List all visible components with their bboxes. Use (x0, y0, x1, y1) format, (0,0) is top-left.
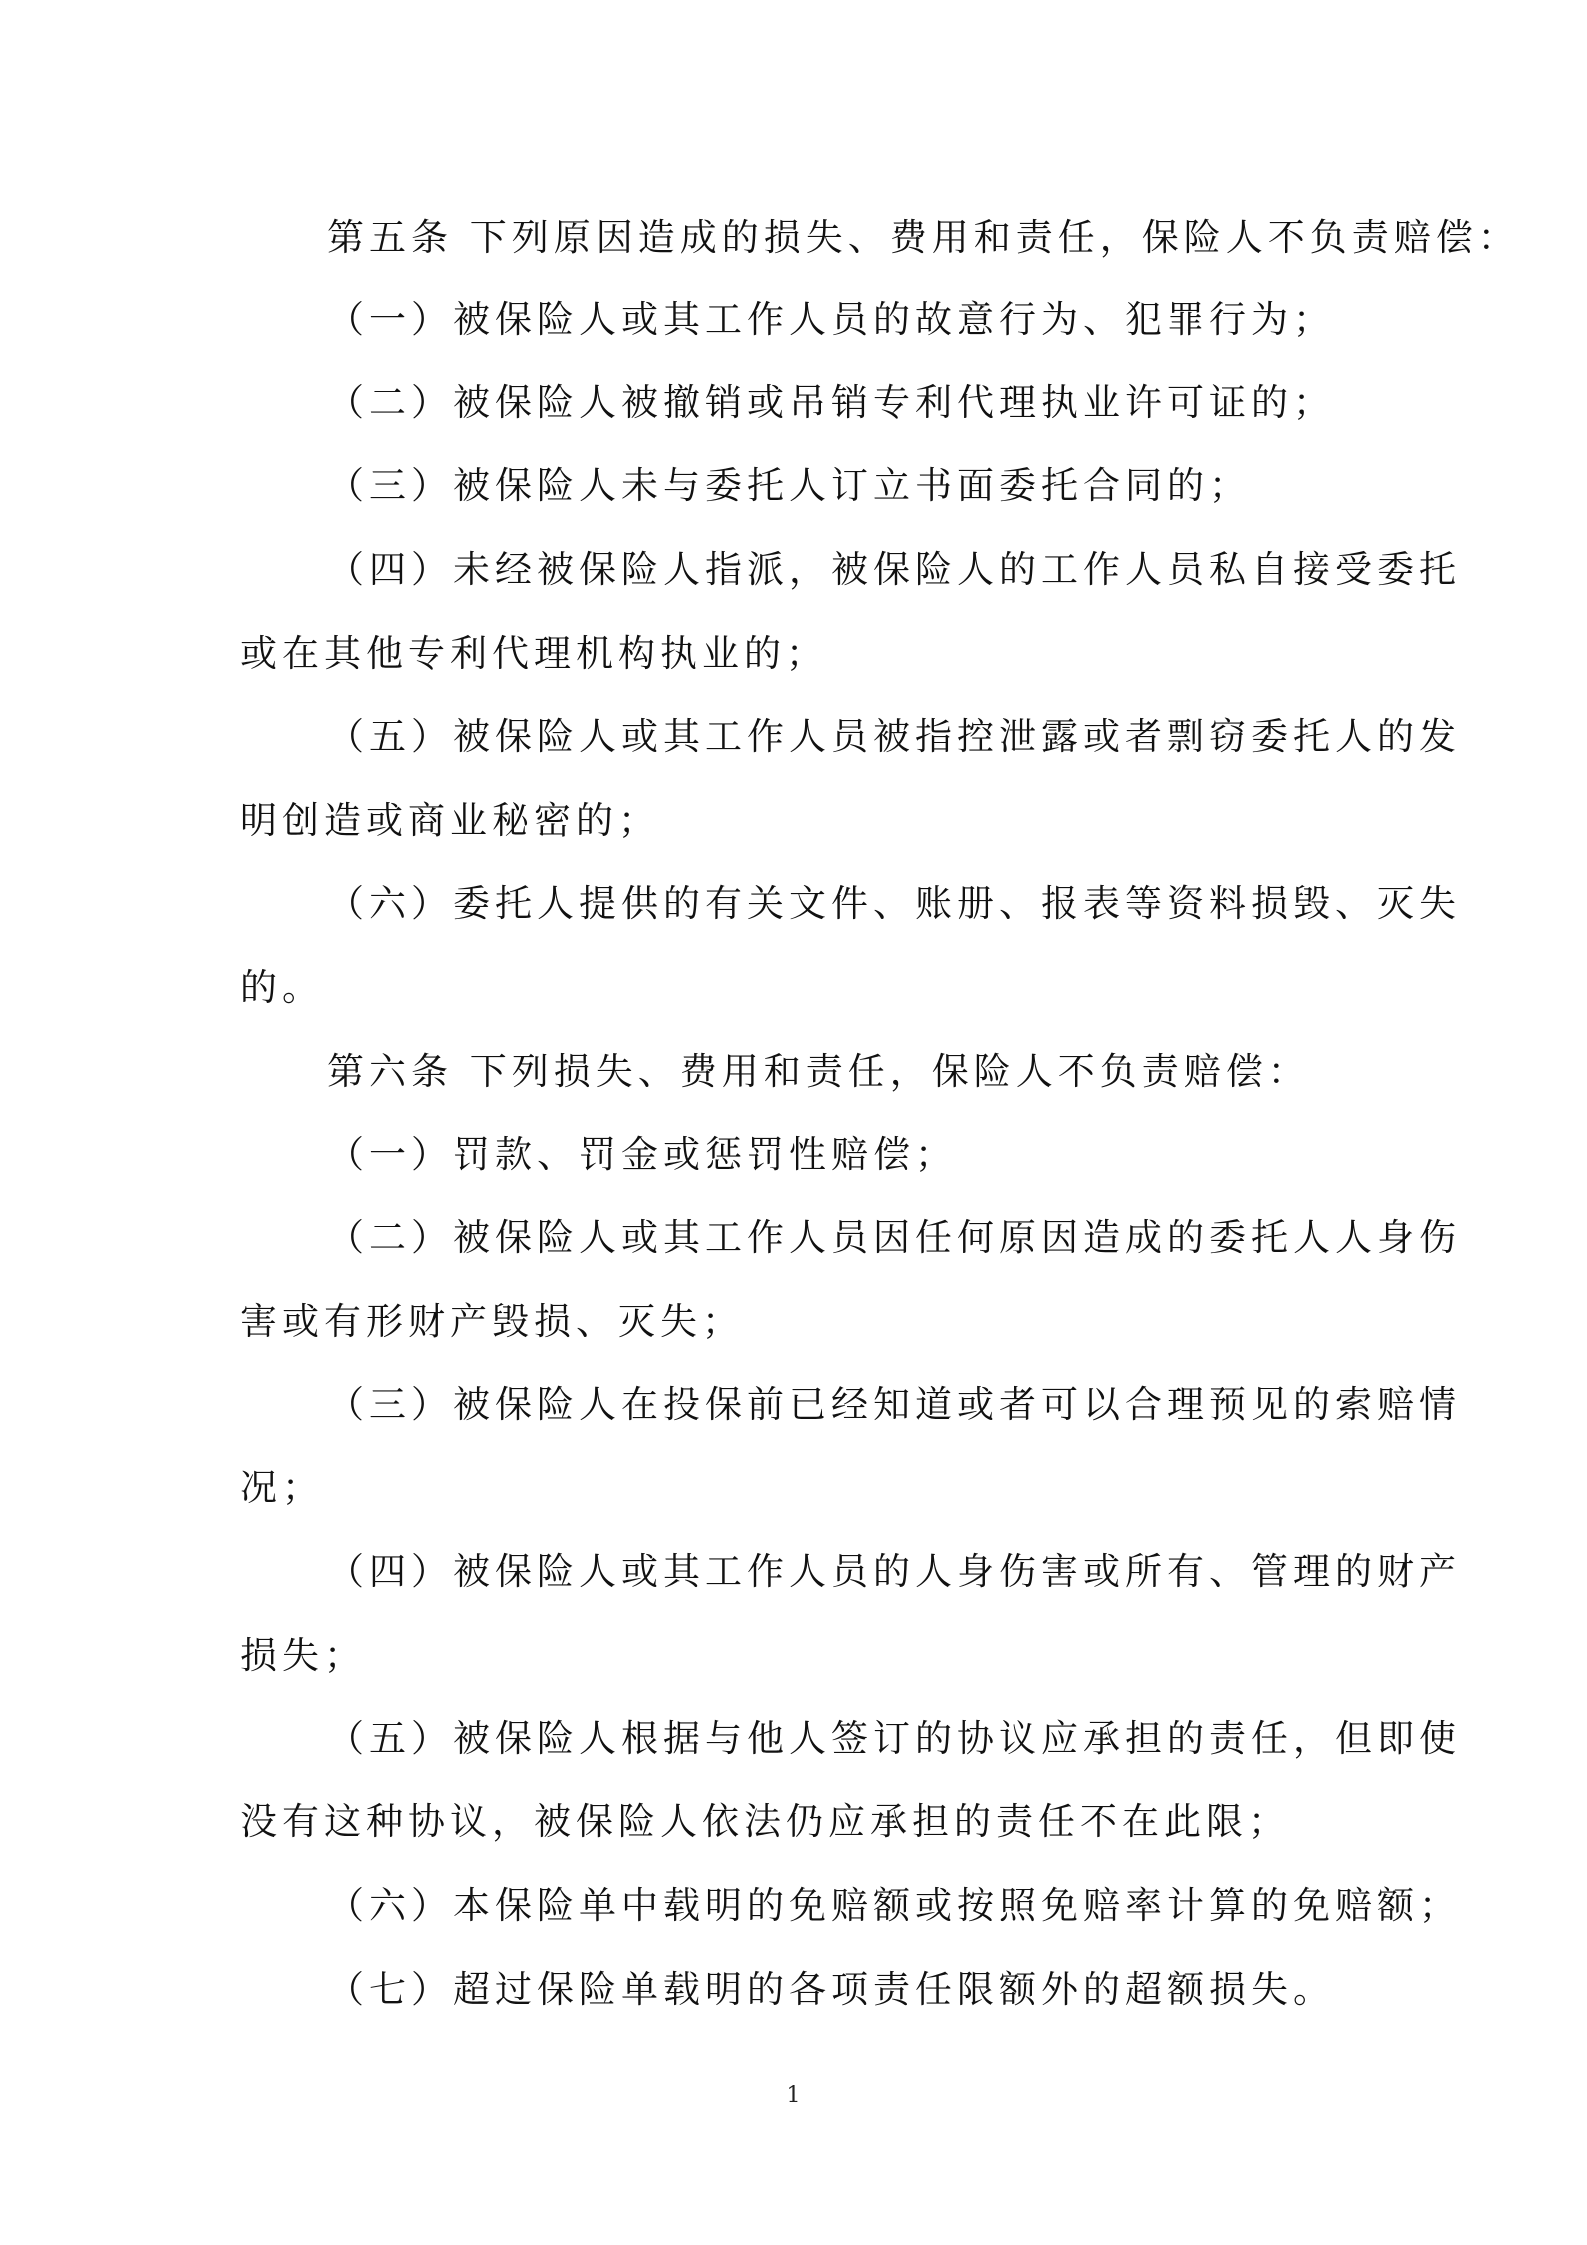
article-5-item-5: （五）被保险人或其工作人员被指控泄露或者剽窃委托人的发 (327, 715, 1461, 758)
article-5-heading: 第五条 下列原因造成的损失、费用和责任，保险人不负责赔偿： (327, 216, 1520, 259)
page-number: 1 (786, 2083, 801, 2108)
article-6-item-3-continued: 况； (240, 1466, 324, 1509)
article-5-item-4-continued: 或在其他专利代理机构执业的； (240, 632, 828, 675)
article-5-item-3: （三）被保险人未与委托人订立书面委托合同的； (327, 464, 1251, 507)
article-6-item-6: （六）本保险单中载明的免赔额或按照免赔率计算的免赔额； (327, 1884, 1461, 1927)
article-6-heading: 第六条 下列损失、费用和责任，保险人不负责赔偿： (327, 1050, 1310, 1093)
article-6-item-2: （二）被保险人或其工作人员因任何原因造成的委托人人身伤 (327, 1216, 1461, 1259)
article-6-item-1: （一）罚款、罚金或惩罚性赔偿； (327, 1133, 957, 1176)
article-5-item-6: （六）委托人提供的有关文件、账册、报表等资料损毁、灭失 (327, 882, 1461, 925)
article-6-item-4-continued: 损失； (240, 1634, 366, 1677)
article-5-item-5-continued: 明创造或商业秘密的； (240, 799, 660, 842)
article-6-item-5-continued: 没有这种协议，被保险人依法仍应承担的责任不在此限； (240, 1800, 1290, 1843)
article-5-item-1: （一）被保险人或其工作人员的故意行为、犯罪行为； (327, 298, 1335, 341)
article-6-item-5: （五）被保险人根据与他人签订的协议应承担的责任，但即使 (327, 1717, 1461, 1760)
article-6-item-3: （三）被保险人在投保前已经知道或者可以合理预见的索赔情 (327, 1383, 1461, 1426)
article-6-item-4: （四）被保险人或其工作人员的人身伤害或所有、管理的财产 (327, 1550, 1461, 1593)
article-6-item-7: （七）超过保险单载明的各项责任限额外的超额损失。 (327, 1968, 1335, 2011)
article-5-item-4: （四）未经被保险人指派，被保险人的工作人员私自接受委托 (327, 548, 1461, 591)
article-5-item-2: （二）被保险人被撤销或吊销专利代理执业许可证的； (327, 381, 1335, 424)
article-5-item-6-continued: 的。 (240, 966, 324, 1009)
article-6-item-2-continued: 害或有形财产毁损、灭失； (240, 1300, 744, 1343)
